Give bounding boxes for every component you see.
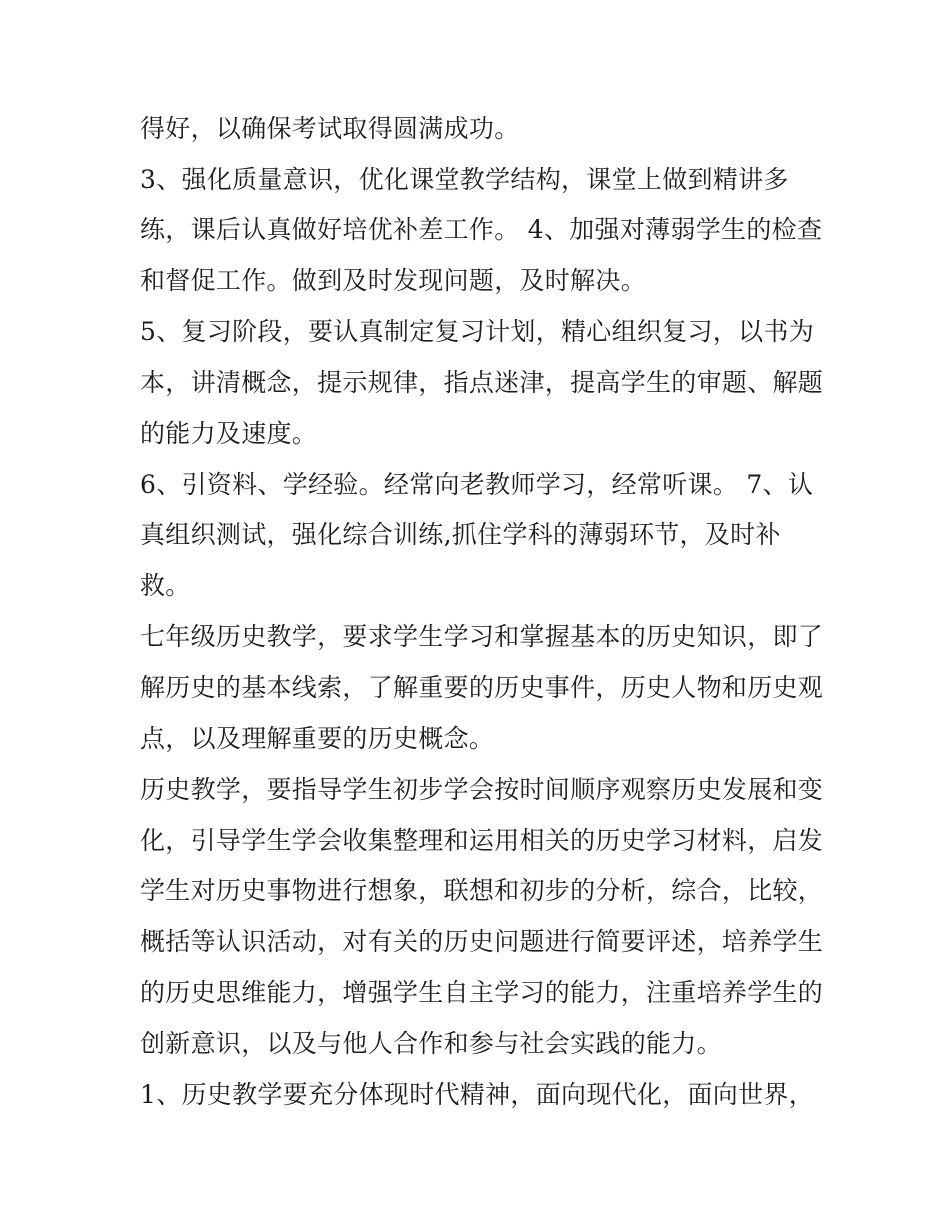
text-line-2: 3、强化质量意识，优化课堂教学结构，课堂上做到精讲多 [140, 165, 789, 194]
text-line-18: 的历史思维能力，增强学生自主学习的能力，注重培养学生的 [140, 978, 824, 1007]
text-line-6: 本，讲清概念，提示规律，指点迷津，提高学生的审题、解题 [140, 368, 824, 397]
text-line-17: 概括等认识活动，对有关的历史问题进行简要评述，培养学生 [140, 927, 824, 956]
text-line-3: 练，课后认真做好培优补差工作。 4、加强对薄弱学生的检查 [140, 215, 823, 244]
text-line-15: 化，引导学生学会收集整理和运用相关的历史学习材料，启发 [140, 826, 824, 855]
text-line-13: 点，以及理解重要的历史概念。 [140, 724, 495, 753]
text-line-8: 6、引资料、学经验。经常向老教师学习，经常听课。 7、认 [140, 470, 814, 499]
text-line-12: 解历史的基本线索，了解重要的历史事件，历史人物和历史观 [140, 673, 824, 702]
text-line-14: 历史教学，要指导学生初步学会按时间顺序观察历史发展和变 [140, 775, 824, 804]
text-line-4: 和督促工作。做到及时发现问题，及时解决。 [140, 266, 647, 295]
text-line-7: 的能力及速度。 [140, 419, 318, 448]
text-line-19: 创新意识，以及与他人合作和参与社会实践的能力。 [140, 1029, 722, 1058]
text-line-1: 得好，以确保考试取得圆满成功。 [140, 114, 520, 143]
text-line-5: 5、复习阶段，要认真制定复习计划，精心组织复习，以书为 [140, 317, 815, 346]
text-line-9: 真组织测试，强化综合训练,抓住学科的薄弱环节，及时补 [140, 520, 781, 549]
text-line-20: 1、历史教学要充分体现时代精神，面向现代化，面向世界， [140, 1080, 815, 1109]
text-line-11: 七年级历史教学，要求学生学习和掌握基本的历史知识，即了 [140, 622, 824, 651]
text-line-16: 学生对历史事物进行想象，联想和初步的分析，综合，比较， [140, 876, 824, 905]
text-line-10: 救。 [140, 571, 191, 600]
